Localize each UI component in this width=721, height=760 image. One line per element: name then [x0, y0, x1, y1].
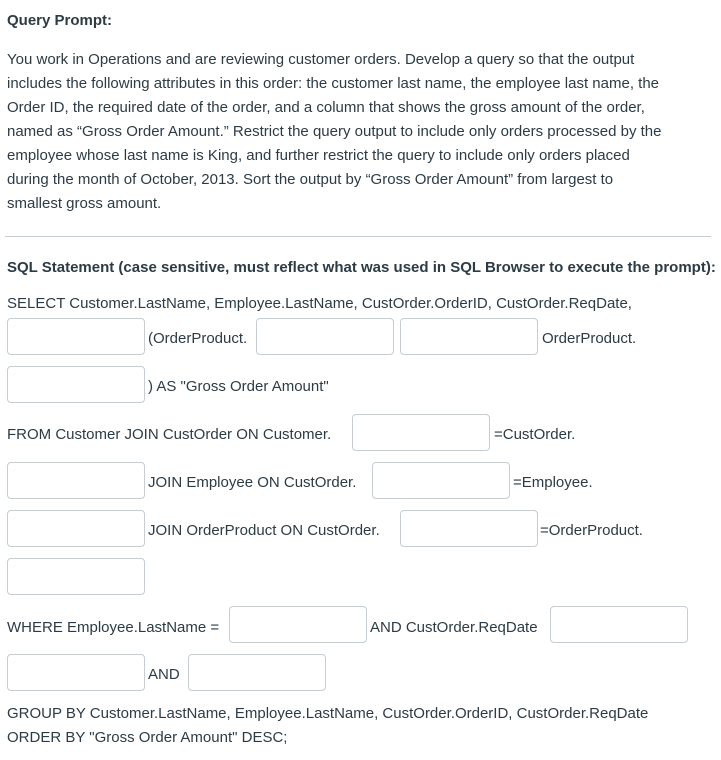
prompt-line: Order ID, the required date of the order, and a column that shows the gross amount of the order,	[7, 99, 645, 116]
from-clause: FROM Customer JOIN CustOrder ON Customer.	[7, 426, 332, 443]
blank-custorder-order-key[interactable]	[400, 510, 538, 547]
orderproduct-label: OrderProduct.	[542, 330, 637, 347]
blank-operator[interactable]	[400, 318, 538, 355]
prompt-line: named as “Gross Order Amount.” Restrict the query output to include only orders processed by the	[7, 123, 662, 140]
blank-reqdate-end-condition[interactable]	[188, 654, 326, 691]
prompt-line: You work in Operations and are reviewing customer orders. Develop a query so that the output	[7, 51, 635, 68]
blank-custorder-customer-key[interactable]	[7, 462, 145, 499]
blank-aggregate-function[interactable]	[7, 318, 145, 355]
and-label: AND	[148, 666, 180, 683]
as-gross-order-amount: ) AS "Gross Order Amount"	[148, 378, 329, 395]
section-divider	[5, 236, 711, 237]
prompt-line: during the month of October, 2013. Sort the output by “Gross Order Amount” from largest to	[7, 171, 614, 188]
query-prompt-heading: Query Prompt:	[7, 12, 113, 29]
blank-custorder-employee-key[interactable]	[372, 462, 510, 499]
eq-orderproduct-label: =OrderProduct.	[540, 522, 643, 539]
sum-open-label: (OrderProduct.	[148, 330, 248, 347]
blank-price-column[interactable]	[7, 366, 145, 403]
blank-employee-key[interactable]	[7, 510, 145, 547]
eq-custorder-label: =CustOrder.	[494, 426, 576, 443]
blank-quantity-column[interactable]	[256, 318, 394, 355]
blank-customer-key[interactable]	[352, 414, 490, 451]
and-reqdate-label: AND CustOrder.ReqDate	[370, 619, 538, 636]
join-orderproduct-clause: JOIN OrderProduct ON CustOrder.	[148, 522, 380, 539]
prompt-line: includes the following attributes in this order: the customer last name, the employee last name, the	[7, 75, 660, 92]
sql-statement-heading: SQL Statement (case sensitive, must reflect what was used in SQL Browser to execute the prompt):	[7, 259, 716, 276]
order-by-clause: ORDER BY "Gross Order Amount" DESC;	[7, 729, 288, 746]
blank-employee-lastname-value[interactable]	[229, 606, 367, 643]
prompt-line: smallest gross amount.	[7, 195, 162, 212]
blank-reqdate-end-column[interactable]	[7, 654, 145, 691]
blank-reqdate-start-condition[interactable]	[550, 606, 688, 643]
where-clause: WHERE Employee.LastName =	[7, 619, 220, 636]
select-clause: SELECT Customer.LastName, Employee.LastName, CustOrder.OrderID, CustOrder.ReqDate,	[7, 295, 632, 312]
join-employee-clause: JOIN Employee ON CustOrder.	[148, 474, 357, 491]
eq-employee-label: =Employee.	[513, 474, 593, 491]
blank-orderproduct-order-key[interactable]	[7, 558, 145, 595]
prompt-line: employee whose last name is King, and further restrict the query to include only orders placed	[7, 147, 630, 164]
group-by-clause: GROUP BY Customer.LastName, Employee.LastName, CustOrder.OrderID, CustOrder.ReqDate	[7, 705, 649, 722]
query-prompt-text	[7, 48, 707, 216]
